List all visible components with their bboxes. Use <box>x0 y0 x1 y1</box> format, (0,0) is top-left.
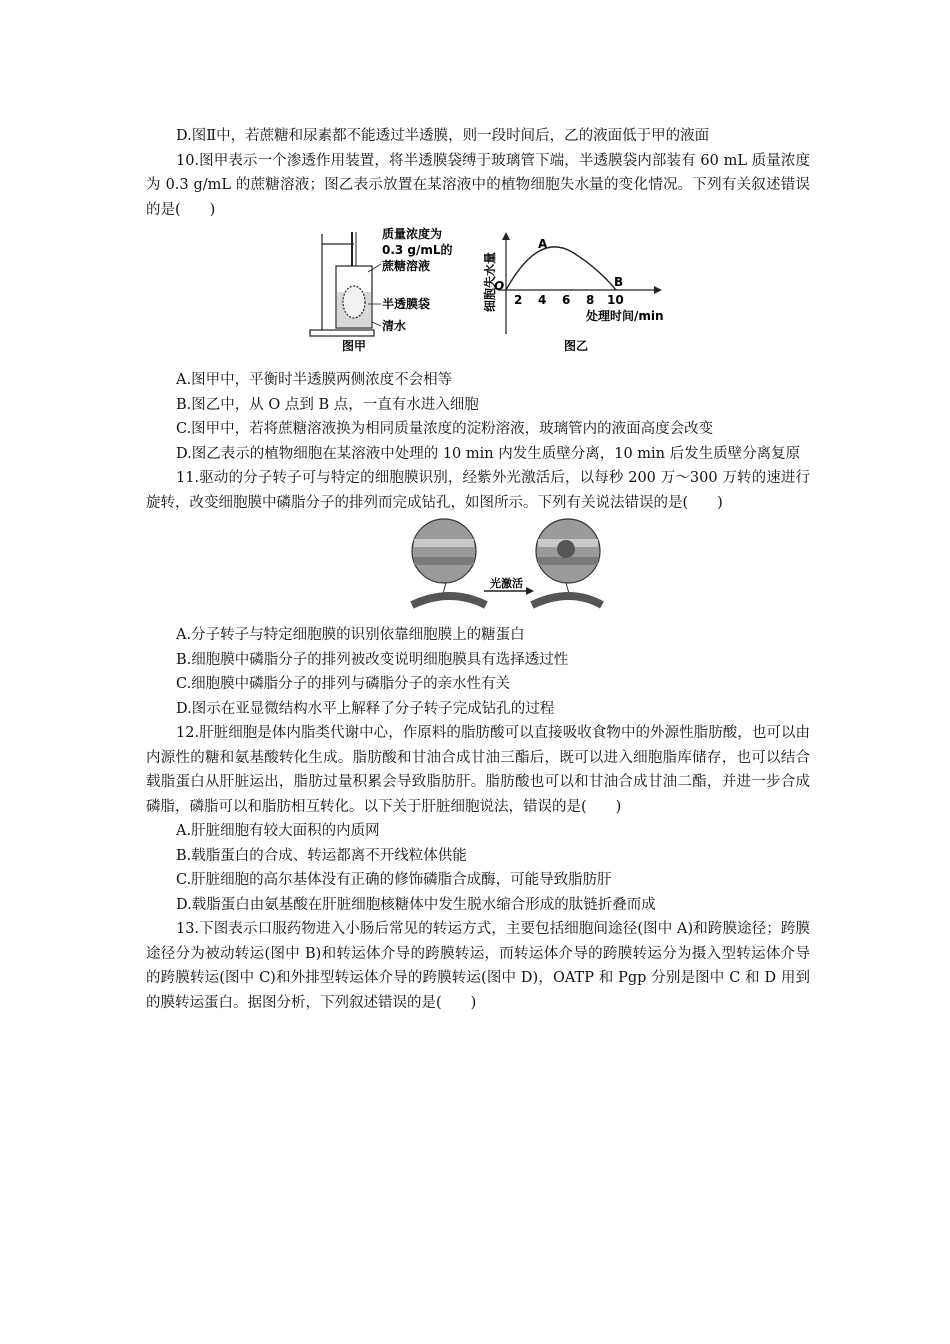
q10-option-b: B.图乙中，从 O 点到 B 点，一直有水进入细胞 <box>176 396 479 413</box>
q13-stem: 13.下图表示口服药物进入小肠后常见的转运方式，主要包括细胞间途径(图中 A)和跨膜途径；跨膜途径分为被动转运(图中 B)和转运体介导的跨膜转运，而转运体介导的跨膜转运分为摄入型转运体介导的跨膜转运(图中 C)和外排型转运体介导的跨膜转运(图中 D)，OATP 和 Pgp 分别是图中 C 和 D 用到的膜转运蛋白。据图分析，下列叙述错误的是( ) <box>146 921 810 1011</box>
q10-figure-svg <box>146 224 810 352</box>
label-solution-1: 质量浓度为 <box>382 227 443 241</box>
tick-8: 8 <box>586 293 595 307</box>
q11-option-a: A.分子转子与特定细胞膜的识别依靠细胞膜上的糖蛋白 <box>176 627 525 643</box>
membrane-strip-right <box>532 596 602 605</box>
membrane-strip-left <box>412 596 486 605</box>
origin-label: O <box>494 279 505 293</box>
activation-arrow-head <box>526 587 534 595</box>
q12-option-b: B.载脂蛋白的合成、转运都离不开线粒体供能 <box>176 847 467 864</box>
q10-option-c: C.图甲中，若将蔗糖溶液换为相同质量浓度的淀粉溶液，玻璃管内的液面高度会改变 <box>176 421 714 437</box>
q11-option-d: D.图示在亚显微结构水平上解释了分子转子完成钻孔的过程 <box>176 700 555 717</box>
label-bag: 半透膜袋 <box>382 297 431 311</box>
q11-figure-svg <box>146 517 810 619</box>
q11-option-b: B.细胞膜中磷脂分子的排列被改变说明细胞膜具有选择透过性 <box>176 651 569 668</box>
tick-10: 10 <box>607 293 624 307</box>
document-page <box>146 124 810 1015</box>
membrane-after <box>536 519 600 597</box>
caption-figure-b: 图乙 <box>564 339 589 352</box>
q10-stem: 10.图甲表示一个渗透作用装置，将半透膜袋缚于玻璃管下端，半透膜袋内部装有 60 mL 质量浓度为 0.3 g/mL 的蔗糖溶液；图乙表示放置在某溶液中的植物细胞失水量的变化情况。下列有关叙述错误的是( ) <box>146 152 810 218</box>
q11-stem: 11.驱动的分子转子可与特定的细胞膜识别，经紫外光激活后，以每秒 200 万～300 万转的速进行旋转，改变细胞膜中磷脂分子的排列而完成钻孔，如图所示。下列有关说法错误的是( ) <box>146 470 810 511</box>
y-axis-label: 细胞失水量 <box>483 251 497 312</box>
q10-option-a: A.图甲中，平衡时半透膜两侧浓度不会相等 <box>176 372 453 388</box>
y-arrow <box>502 232 510 240</box>
x-axis-label: 处理时间/min <box>586 309 664 323</box>
q11-figure <box>146 517 810 619</box>
osmosis-apparatus <box>310 232 381 336</box>
label-solution-3: 蔗糖溶液 <box>382 259 431 273</box>
x-arrow <box>654 286 662 294</box>
caption-figure-a: 图甲 <box>342 339 367 352</box>
stand-base <box>310 330 374 336</box>
activation-label: 光激活 <box>490 577 523 590</box>
point-a-label: A <box>538 237 548 251</box>
membrane-before <box>412 519 476 597</box>
q12-stem: 12.肝脏细胞是体内脂类代谢中心，作原料的脂肪酸可以直接吸收食物中的外源性脂肪酸，也可以由内源性的糖和氨基酸转化生成。脂肪酸和甘油合成甘油三酯后，既可以进入细胞脂库储存，也可以结合载脂蛋白从肝脏运出，脂肪过量积累会导致脂肪肝。脂肪酸也可以和甘油合成甘油二酯，并进一步合成磷脂，磷脂可以和脂肪相互转化。以下关于肝脏细胞说法，错误的是( ) <box>146 725 810 815</box>
q12-option-d: D.载脂蛋白由氨基酸在肝脏细胞核糖体中发生脱水缩合形成的肽链折叠而成 <box>176 896 656 913</box>
q12-option-a: A.肝脏细胞有较大面积的内质网 <box>176 823 380 839</box>
q12-option-c: C.肝脏细胞的高尔基体没有正确的修饰磷脂合成酶，可能导致脂肪肝 <box>176 872 612 888</box>
tick-6: 6 <box>562 293 571 307</box>
water-loss-curve <box>506 247 616 290</box>
tick-4: 4 <box>538 293 547 307</box>
label-water: 清水 <box>382 319 407 333</box>
point-b-label: B <box>614 275 624 289</box>
label-solution-2: 0.3 g/mL的 <box>382 243 453 257</box>
tick-2: 2 <box>514 293 523 307</box>
membrane-bag <box>343 286 365 318</box>
water-loss-chart <box>482 232 664 352</box>
q10-option-d: D.图乙表示的植物细胞在某溶液中处理的 10 min 内发生质壁分离，10 min 后发生质壁分离复原 <box>176 445 801 462</box>
q9-option-d: D.图Ⅱ中，若蔗糖和尿素都不能透过半透膜，则一段时间后，乙的液面低于甲的液面 <box>176 128 710 144</box>
q10-figure <box>146 224 810 352</box>
q11-option-c: C.细胞膜中磷脂分子的排列与磷脂分子的亲水性有关 <box>176 676 511 692</box>
